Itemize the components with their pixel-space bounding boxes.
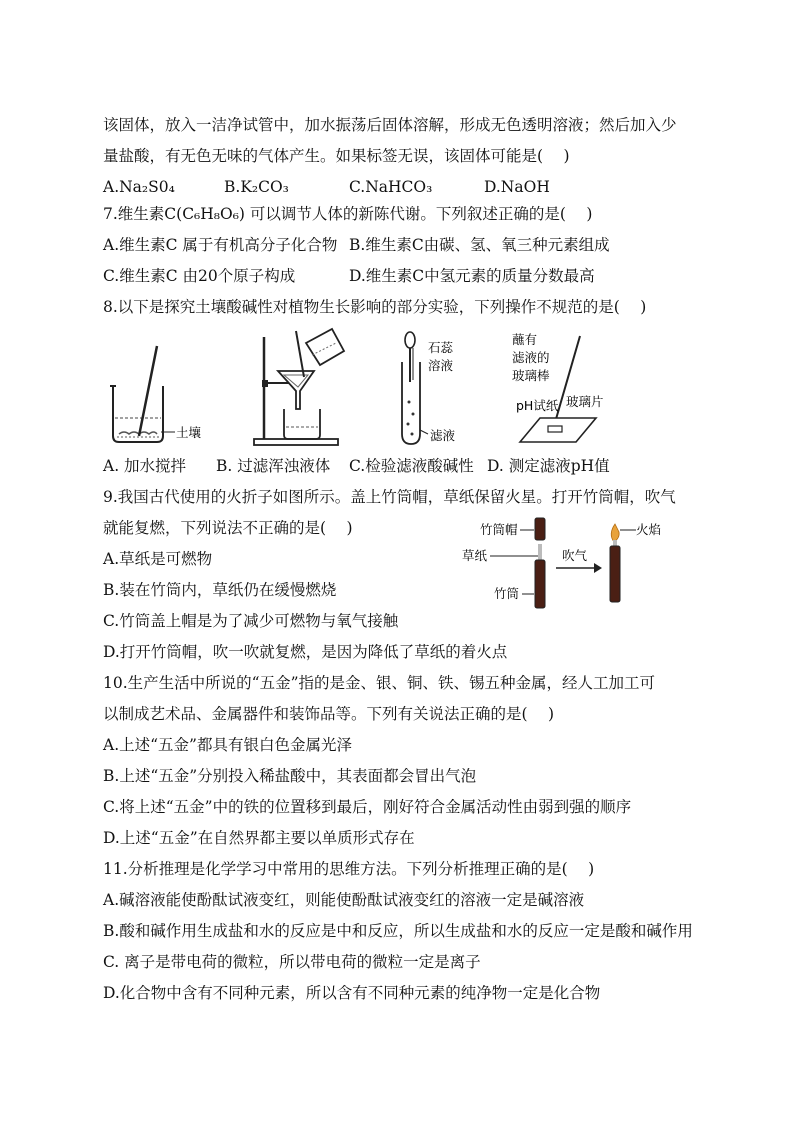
dropper-icon: [405, 332, 415, 382]
filtration-figure: [240, 325, 350, 450]
q8-caption-a: A. 加水搅拌: [103, 457, 187, 475]
filtrate-label: 滤液: [430, 428, 456, 443]
q11-option-a: A.碱溶液能使酚酞试液变红，则能使酚酞试液变红的溶液一定是碱溶液: [103, 891, 585, 909]
q10-stem-line2: 以制成艺术品、金属器件和装饰品等。下列有关说法正确的是( ): [103, 705, 555, 723]
rod-label-1: 蘸有: [512, 332, 538, 347]
q9-stem-line2: 就能复燃，下列说法不正确的是( ): [103, 519, 353, 537]
beaker-icon: [110, 386, 163, 442]
q7-stem: 7.维生素C(C₆H₈O₆) 可以调节人体的新陈代谢。下列叙述正确的是( ): [103, 205, 593, 223]
q8-caption-c: C.检验滤液酸碱性: [349, 457, 474, 475]
q6-option-c: C.NaHCO₃: [349, 178, 433, 196]
bamboo-tube-icon-open: [610, 546, 620, 602]
q11-stem: 11.分析推理是化学学习中常用的思维方法。下列分析推理正确的是( ): [103, 860, 595, 878]
q11-option-c: C. 离子是带电荷的微粒，所以带电荷的微粒一定是离子: [103, 953, 481, 971]
ph-paper-icon: [548, 426, 562, 432]
q6-option-b: B.K₂CO₃: [224, 178, 289, 196]
funnel-icon: [278, 371, 314, 409]
paper-label: 草纸: [462, 548, 488, 563]
q9-option-d: D.打开竹筒帽，吹一吹就复燃，是因为降低了草纸的着火点: [103, 643, 508, 661]
ph-test-figure: [508, 330, 618, 450]
q7-option-d: D.维生素C中氢元素的质量分数最高: [349, 267, 595, 285]
q7-option-a: A.维生素C 属于有机高分子化合物: [103, 236, 338, 254]
q6-option-a: A.Na₂S0₄: [103, 178, 175, 196]
litmus-label-2: 溶液: [428, 358, 454, 373]
litmus-test-figure: [388, 330, 488, 450]
arrow-right-icon: [556, 563, 602, 573]
q11-option-d: D.化合物中含有不同种元素，所以含有不同种元素的纯净物一定是化合物: [103, 984, 601, 1002]
receiving-beaker-icon: [284, 409, 320, 439]
q8-caption-d: D. 测定滤液pH值: [487, 457, 610, 475]
q9-option-c: C.竹筒盖上帽是为了减少可燃物与氧气接触: [103, 612, 399, 630]
q10-option-c: C.将上述“五金”中的铁的位置移到最后，刚好符合金属活动性由弱到强的顺序: [103, 798, 632, 816]
q7-option-b: B.维生素C由碳、氢、氧三种元素组成: [349, 236, 610, 254]
glass-rod-icon: [139, 346, 157, 436]
q8-caption-b: B. 过滤浑浊液体: [216, 457, 331, 475]
blow-label: 吹气: [562, 548, 588, 563]
q10-option-b: B.上述“五金”分别投入稀盐酸中，其表面都会冒出气泡: [103, 767, 477, 785]
litmus-label-1: 石蕊: [428, 340, 454, 355]
rod-label-2: 滤液的: [512, 350, 550, 365]
q10-stem-line1: 10.生产生活中所说的“五金”指的是金、银、铜、铁、锡五种金属，经人工加工可: [103, 674, 656, 692]
soil-label: 土壤: [176, 425, 202, 440]
glass-slide-label: 玻璃片: [566, 394, 604, 409]
q9-stem-line1: 9.我国古代使用的火折子如图所示。盖上竹筒帽，草纸保留火星。打开竹筒帽，吹气: [103, 488, 676, 506]
q11-option-b: B.酸和碱作用生成盐和水的反应是中和反应，所以生成盐和水的反应一定是酸和碱作用: [103, 922, 693, 940]
cap-label: 竹筒帽: [480, 522, 518, 537]
paper-icon: [538, 544, 542, 562]
q6-text-line2: 量盐酸，有无色无味的气体产生。如果标签无误，该固体可能是( ): [103, 147, 570, 165]
q8-stem: 8.以下是探究土壤酸碱性对植物生长影响的部分实验，下列操作不规范的是( ): [103, 298, 647, 316]
flame-icon: [611, 524, 619, 542]
fire-stick-figure: [458, 512, 684, 612]
bamboo-tube-icon: [535, 560, 545, 608]
rod-label-3: 玻璃棒: [512, 368, 550, 383]
pouring-beaker-icon: [306, 329, 344, 365]
q10-option-d: D.上述“五金”在自然界都主要以单质形式存在: [103, 829, 415, 847]
ph-paper-label: pH试纸: [516, 398, 559, 413]
q9-option-a: A.草纸是可燃物: [103, 550, 213, 568]
flame-label: 火焰: [636, 522, 662, 537]
stirring-figure: [103, 338, 223, 450]
q7-option-c: C.维生素C 由20个原子构成: [103, 267, 296, 285]
q6-text-line1: 该固体，放入一洁净试管中，加水振荡后固体溶解，形成无色透明溶液；然后加入少: [103, 116, 677, 134]
q6-option-d: D.NaOH: [484, 178, 550, 196]
q9-option-b: B.装在竹筒内，草纸仍在缓慢燃烧: [103, 581, 337, 599]
bamboo-cap-icon: [535, 518, 545, 540]
tube-label: 竹筒: [494, 586, 520, 601]
q10-option-a: A.上述“五金”都具有银白色金属光泽: [103, 736, 352, 754]
